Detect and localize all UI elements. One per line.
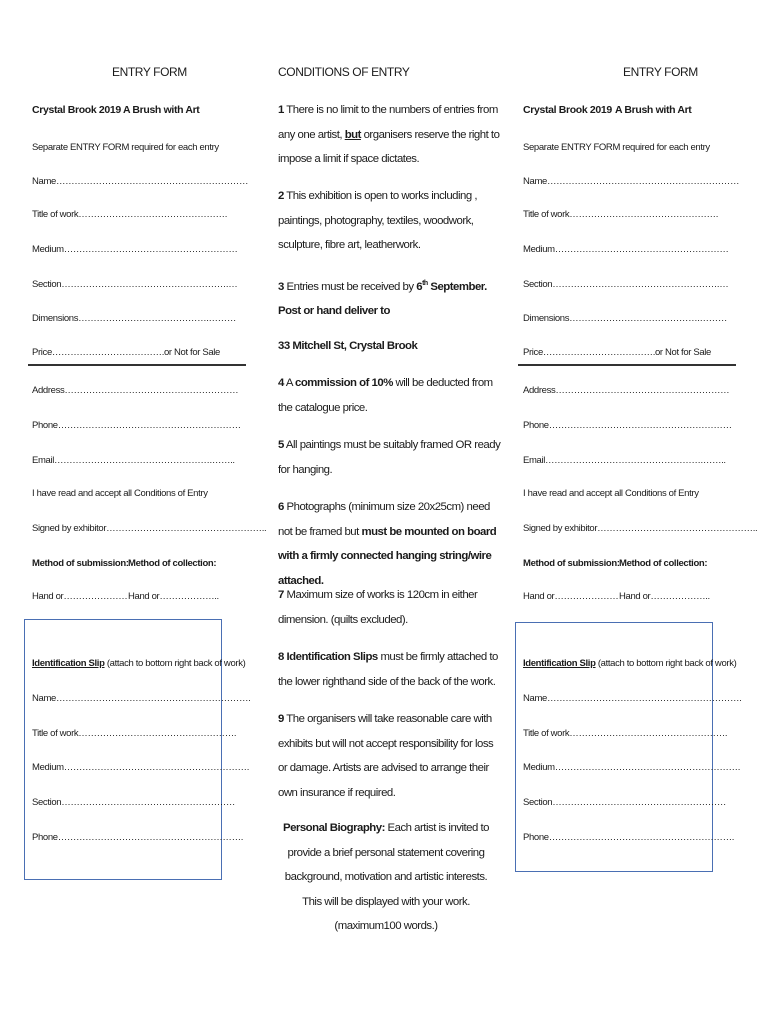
condition-3: 3 Entries must be received by 6th September. Post or hand deliver to [278,280,487,318]
condition-6: 6 Photographs (minimum size 20x25cm) need not be framed but must be mounted on board with a firmly connected hanging string/wire attached. [278,501,497,587]
slip-medium-field[interactable]: Medium……………………………………………………. [32,762,249,773]
accept-statement: I have read and accept all Conditions of Entry [523,488,699,499]
submission-field[interactable]: Hand or………………… [32,591,128,602]
slip-phone-field[interactable]: Phone……………………………………………………. [523,832,735,843]
method-collection-label: Method of collection: [619,558,708,569]
condition-9: 9 The organisers will take reasonable care with exhibits but will not accept responsibility for loss or damage. Artists are advised to arrange their own insurance if required. [278,713,494,799]
method-submission-label: Method of submission: [32,558,129,569]
entry-form-heading: ENTRY FORM [623,65,698,79]
divider [28,364,246,366]
name-field[interactable]: Name……………………………………………………… [523,176,740,187]
condition-7: 7 Maximum size of works is 120cm in either dimension. (quilts excluded). [278,589,478,626]
collection-field[interactable]: Hand or……………….. [619,591,710,602]
section-field[interactable]: Section……………………………………………….… [32,279,238,290]
conditions-heading: CONDITIONS OF ENTRY [278,65,410,79]
condition-5: 5 All paintings must be suitably framed OR ready for hanging. [278,439,501,476]
address-field[interactable]: Address………………………………………………… [32,385,239,396]
phone-field[interactable]: Phone…………………………………………………… [523,420,732,431]
slip-name-field[interactable]: Name………………………………………………………. [32,693,251,704]
entry-form-heading: ENTRY FORM [112,65,187,79]
price-field[interactable]: Price……………………………….or Not for Sale [32,347,220,358]
slip-heading: Identification Slip (attach to bottom right back of work) [523,658,737,669]
entry-note: Separate ENTRY FORM required for each entry [523,142,710,153]
event-name: Crystal Brook 2019 [523,104,612,116]
title-of-work-field[interactable]: Title of work…………………………………………. [523,209,718,220]
price-field[interactable]: Price……………………………….or Not for Sale [523,347,711,358]
signed-field[interactable]: Signed by exhibitor…………………………………………….. [32,523,267,534]
condition-1: 1 There is no limit to the numbers of entries from any one artist, but organisers reserve the right to impose a limit if space dictates. [278,104,500,165]
section-field[interactable]: Section……………………………………………….… [523,279,729,290]
condition-8: 8 Identification Slips must be firmly attached to the lower righthand side of the back of the work. [278,651,498,688]
method-collection-label: Method of collection: [128,558,217,569]
method-submission-label: Method of submission: [523,558,620,569]
event-name: Crystal Brook 2019 [32,104,121,116]
collection-field[interactable]: Hand or……………….. [128,591,219,602]
phone-field[interactable]: Phone…………………………………………………… [32,420,241,431]
slip-medium-field[interactable]: Medium……………………………………………………. [523,762,740,773]
title-of-work-field[interactable]: Title of work…………………………………………. [32,209,227,220]
entry-note: Separate ENTRY FORM required for each entry [32,142,219,153]
slip-section-field[interactable]: Section………………………………………………… [32,797,236,808]
medium-field[interactable]: Medium………………………………………………… [32,244,238,255]
dimensions-field[interactable]: Dimensions…………………………………….……… [32,313,236,324]
slip-heading: Identification Slip (attach to bottom right back of work) [32,658,246,669]
condition-4: 4 A commission of 10% will be deducted from the catalogue price. [278,377,493,414]
condition-2: 2 This exhibition is open to works including , paintings, photography, textiles, woodwork, sculpture, fibre art, leatherwork. [278,190,478,251]
email-field[interactable]: Email…………………………………………….…….. [32,455,235,466]
slip-title-field[interactable]: Title of work……………………………………………. [32,728,237,739]
submission-field[interactable]: Hand or………………… [523,591,619,602]
email-field[interactable]: Email…………………………………………….…….. [523,455,726,466]
accept-statement: I have read and accept all Conditions of Entry [32,488,208,499]
slip-section-field[interactable]: Section………………………………………………… [523,797,727,808]
event-title: A Brush with Art [123,104,200,116]
personal-biography: Personal Biography: Each artist is invited to provide a brief personal statement covering background, motivation and artistic interests. This will be displayed with your work. (maximum100 words.) [282,822,490,932]
event-title: A Brush with Art [615,104,692,116]
medium-field[interactable]: Medium………………………………………………… [523,244,729,255]
name-field[interactable]: Name……………………………………………………… [32,176,249,187]
slip-phone-field[interactable]: Phone……………………………………………………. [32,832,244,843]
delivery-address: 33 Mitchell St, Crystal Brook [278,340,418,352]
address-field[interactable]: Address………………………………………………… [523,385,730,396]
signed-field[interactable]: Signed by exhibitor…………………………………………….. [523,523,758,534]
dimensions-field[interactable]: Dimensions…………………………………….……… [523,313,727,324]
slip-name-field[interactable]: Name………………………………………………………. [523,693,742,704]
divider [518,364,736,366]
slip-title-field[interactable]: Title of work……………………………………………. [523,728,728,739]
